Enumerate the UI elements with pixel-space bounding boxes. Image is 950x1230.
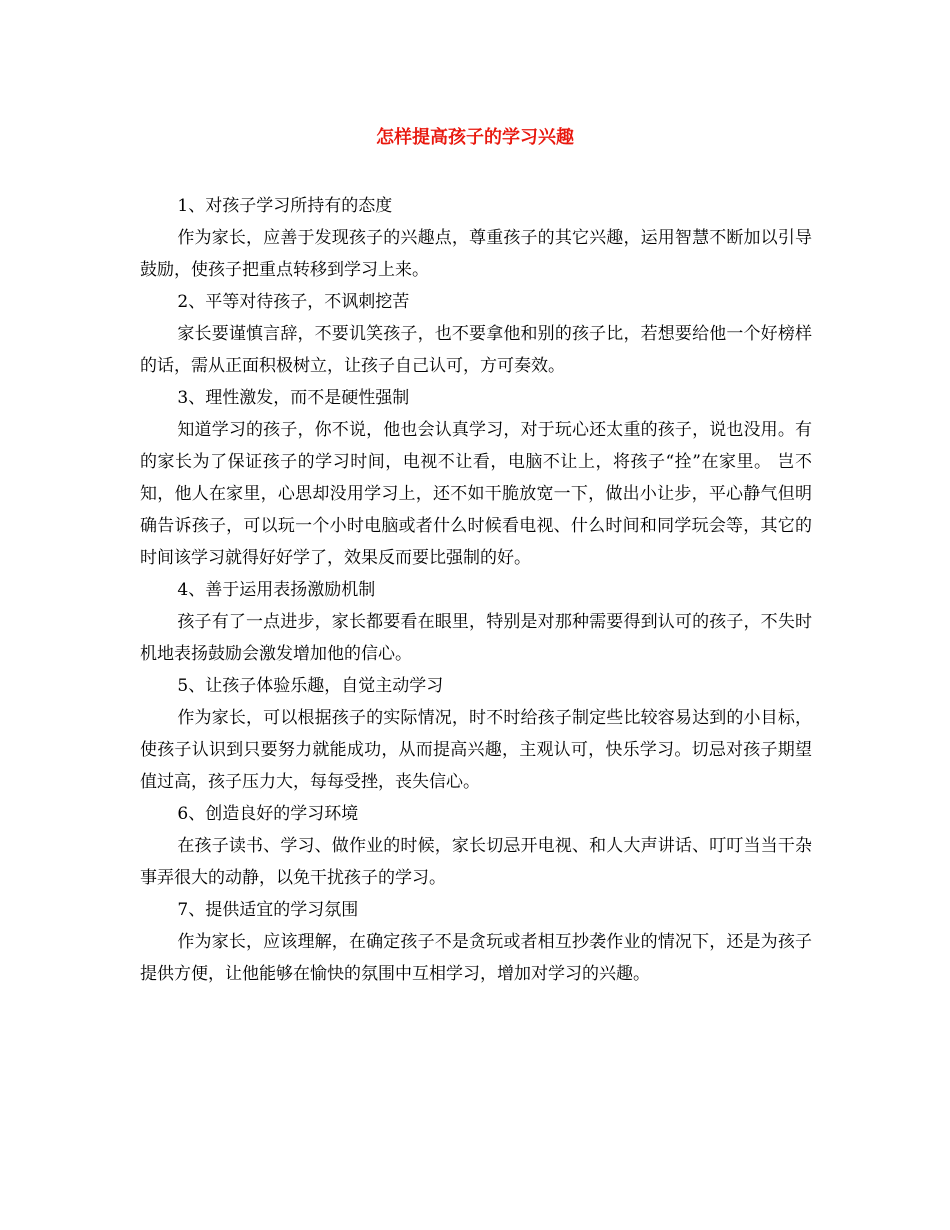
section-heading: 7、提供适宜的学习氛围 bbox=[177, 900, 359, 920]
section-heading: 4、善于运用表扬激励机制 bbox=[177, 580, 376, 600]
section-heading: 6、创造良好的学习环境 bbox=[177, 804, 359, 824]
section-paragraph: 作为家长，可以根据孩子的实际情况，时不时给孩子制定些比较容易达到的小目标，使孩子认识到只要努力就能成功，从而提高兴趣，主观认可，快乐学习。切忌对孩子期望值过高，孩子压力大，每每受挫，丧失信心。 bbox=[140, 708, 812, 792]
section-paragraph: 作为家长，应善于发现孩子的兴趣点，尊重孩子的其它兴趣，运用智慧不断加以引导鼓励，使孩子把重点转移到学习上来。 bbox=[140, 228, 812, 280]
section-paragraph: 知道学习的孩子，你不说，他也会认真学习，对于玩心还太重的孩子，说也没用。有的家长为了保证孩子的学习时间，电视不让看，电脑不让上，将孩子“拴”在家里。 岂不知，他人在家里，心思却没用学习上，还不如干脆放宽一下，做出小让步，平心静气但明确告诉孩子，可以玩一个小时电脑或者什么时候看电视、什么时间和同学玩会等，其它的时间该学习就得好好学了，效果反而要比强制的好。 bbox=[140, 420, 812, 568]
section-paragraph: 作为家长，应该理解，在确定孩子不是贪玩或者相互抄袭作业的情况下，还是为孩子提供方便，让他能够在愉快的氛围中互相学习，增加对学习的兴趣。 bbox=[140, 932, 812, 984]
section-heading: 2、平等对待孩子，不讽刺挖苦 bbox=[177, 292, 410, 312]
section-paragraph: 孩子有了一点进步，家长都要看在眼里，特别是对那种需要得到认可的孩子，不失时机地表扬鼓励会激发增加他的信心。 bbox=[140, 612, 812, 664]
section-heading: 1、对孩子学习所持有的态度 bbox=[177, 196, 393, 216]
section-paragraph: 在孩子读书、学习、做作业的时候，家长切忌开电视、和人大声讲话、叮叮当当干杂事弄很大的动静，以免干扰孩子的学习。 bbox=[140, 836, 812, 888]
section-heading: 5、让孩子体验乐趣，自觉主动学习 bbox=[177, 676, 444, 696]
document-title: 怎样提高孩子的学习兴趣 bbox=[376, 127, 574, 148]
document-body bbox=[140, 190, 812, 990]
section-paragraph: 家长要谨慎言辞，不要讥笑孩子，也不要拿他和别的孩子比，若想要给他一个好榜样的话，需从正面积极树立，让孩子自己认可，方可奏效。 bbox=[140, 324, 812, 376]
section-heading: 3、理性激发，而不是硬性强制 bbox=[177, 388, 410, 408]
